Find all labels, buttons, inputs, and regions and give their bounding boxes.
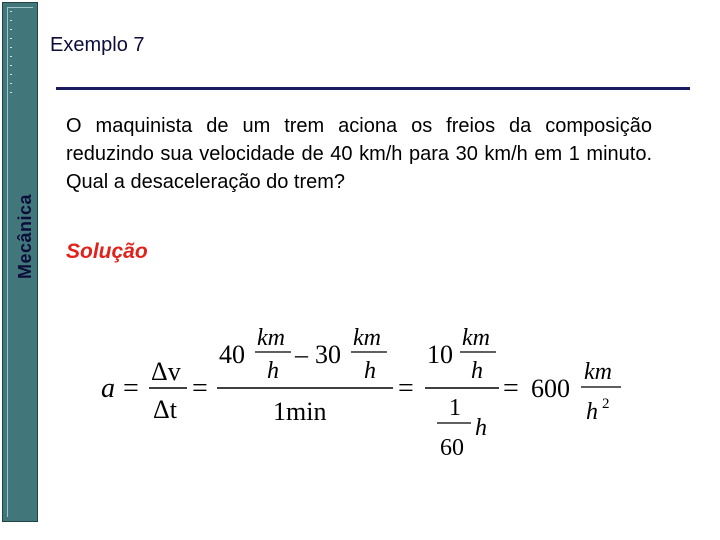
eq-km-3: km (462, 325, 490, 351)
side-banner (2, 2, 38, 522)
eq-delta-t: Δt (153, 395, 177, 424)
eq-sixty: 60 (440, 435, 464, 461)
eq-equals-3: = (398, 373, 414, 404)
eq-velocity-diff: 10 (427, 340, 453, 369)
sidebar-subject-label: Mecânica (15, 193, 35, 279)
eq-delta-v: Δv (151, 357, 181, 386)
eq-one: 1 (449, 395, 461, 421)
eq-equals-2: = (192, 373, 208, 404)
eq-km-2: km (353, 325, 381, 351)
eq-h-2: h (364, 358, 376, 384)
deceleration-equation (95, 315, 695, 465)
eq-h-3: h (471, 358, 483, 384)
eq-h-1: h (267, 358, 279, 384)
eq-v-initial: 40 (219, 340, 245, 369)
side-banner-dots (10, 11, 12, 101)
eq-lhs: a (101, 373, 115, 404)
slide-title: Exemplo 7 (50, 34, 145, 56)
eq-minus: – (295, 340, 308, 369)
solution-label: Solução (66, 240, 148, 263)
eq-equals-1: = (123, 373, 139, 404)
problem-statement: O maquinista de um trem aciona os freios da composição reduzindo sua velocidade de 40 km/h para 30 km/h em 1 minuto. Qual a desaceleração do trem? (66, 115, 652, 193)
eq-time: 1min (273, 397, 327, 426)
eq-h-4: h (475, 415, 487, 441)
eq-exponent: 2 (602, 396, 610, 412)
eq-v-final: 30 (315, 340, 341, 369)
eq-h-squared: h (586, 399, 598, 425)
eq-km-4: km (584, 359, 612, 385)
title-divider (56, 87, 690, 90)
eq-result: 600 (531, 374, 570, 403)
eq-km-1: km (257, 325, 285, 351)
eq-equals-4: = (503, 373, 519, 404)
